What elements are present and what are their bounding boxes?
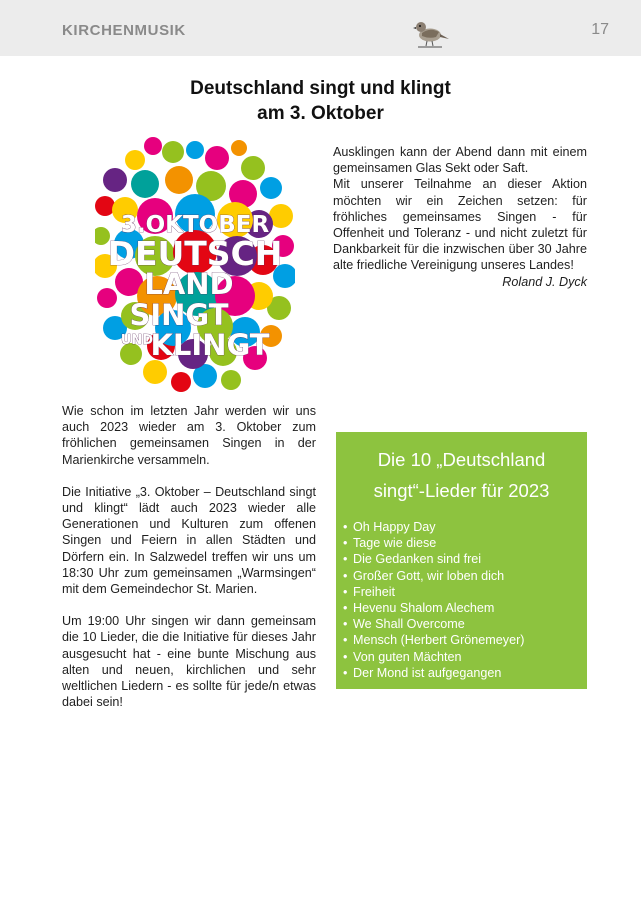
body-paragraph-1: Wie schon im letzten Jahr werden wir uns auch 2023 wieder am 3. Oktober zum fröhlichen gemeinsamen Singen in der Marienkirche versammeln. — [62, 404, 316, 467]
bullet-icon: • — [343, 520, 348, 534]
logo-line-date: 3.OKTOBER — [120, 212, 270, 238]
article-title-line1: Deutschland singt und klingt — [190, 78, 451, 99]
closing-paragraph-1: Ausklingen kann der Abend dann mit einem gemeinsamen Glas Sekt oder Saft. — [333, 145, 587, 176]
song-title: Mensch (Herbert Grönemeyer) — [353, 633, 525, 648]
article-body — [62, 403, 316, 726]
bullet-icon: • — [343, 649, 348, 664]
song-title: We Shall Overcome — [353, 617, 465, 632]
song-list — [336, 519, 587, 681]
sparrow-icon — [412, 15, 450, 49]
song-title: Hevenu Shalom Alechem — [353, 601, 495, 616]
section-title: KIRCHENMUSIK — [62, 22, 186, 39]
logo-line-klingt: KLINGT — [150, 328, 270, 362]
body-paragraph-2: Die Initiative „3. Oktober – Deutschland singt und klingt“ lädt auch 2023 wieder alle Generationen und Kulturen zum offenen Singen und Feiern in allen Städten und Dörfern ein. In Salzwedel treffen wir uns um 18:30 Uhr zum gemeinsamen „Warmsingen“ mit dem Gemeindechor St. Marien. — [62, 484, 316, 597]
song-title: Die Gedanken sind frei — [353, 552, 482, 567]
article-closing-text — [333, 144, 587, 290]
list-item — [343, 600, 587, 616]
list-item — [343, 616, 587, 632]
bullet-icon: • — [343, 568, 348, 583]
song-list-title-line2: singt“-Lieder für 2023 — [373, 480, 550, 501]
logo-line-land: LAND — [144, 267, 234, 301]
deutschland-singt-logo — [95, 136, 295, 394]
song-title: Freiheit — [353, 584, 395, 599]
song-title: Großer Gott, wir loben dich — [353, 568, 505, 583]
bullet-icon: • — [343, 584, 348, 599]
list-item — [343, 584, 587, 600]
list-item — [343, 649, 587, 665]
list-item — [343, 665, 587, 681]
bullet-icon: • — [343, 536, 348, 551]
song-title: Oh Happy Day — [353, 520, 436, 534]
body-paragraph-3: Um 19:00 Uhr singen wir dann gemeinsam die 10 Lieder, die die Initiative für dieses Jahr ausgesucht hat - eine bunte Mischung aus alten und neuen, kirchlichen und sehr weltlichen Liedern - es sollte für jede/n etwas dabei sein! — [62, 614, 316, 710]
song-list-title-line1: Die 10 „Deutschland — [377, 449, 546, 470]
song-title: Tage wie diese — [353, 536, 437, 551]
bullet-icon: • — [343, 552, 348, 567]
song-list-title — [336, 432, 587, 506]
author-signature: Roland J. Dyck — [502, 274, 587, 289]
bullet-icon: • — [343, 601, 348, 616]
list-item — [343, 568, 587, 584]
closing-paragraph-2: Mit unserer Teilnahme an dieser Aktion möchten wir ein Zeichen setzen: für fröhliches gemeinsames Singen - für Offenheit und Toleranz - und nicht zuletzt für Dankbarkeit für die inzwischen über 30 Jahre alte friedliche Vereinigung unseres Landes! — [333, 177, 587, 273]
list-item — [343, 519, 587, 535]
logo-line-deutsch: DEUTSCH — [107, 234, 283, 273]
bullet-icon: • — [343, 617, 348, 632]
bullet-icon: • — [343, 633, 348, 648]
page-number: 17 — [591, 21, 609, 38]
list-item — [343, 551, 587, 567]
article-title — [0, 76, 641, 126]
song-list-box — [336, 432, 587, 689]
list-item — [343, 535, 587, 551]
list-item — [343, 632, 587, 648]
article-title-line2: am 3. Oktober — [257, 103, 384, 124]
song-title: Der Mond ist aufgegangen — [353, 665, 502, 680]
page-header — [0, 0, 641, 56]
bullet-icon: • — [343, 665, 348, 680]
logo-line-singt: SINGT — [129, 298, 229, 332]
song-title: Von guten Mächten — [353, 649, 462, 664]
logo-line-und: UND — [120, 333, 154, 348]
